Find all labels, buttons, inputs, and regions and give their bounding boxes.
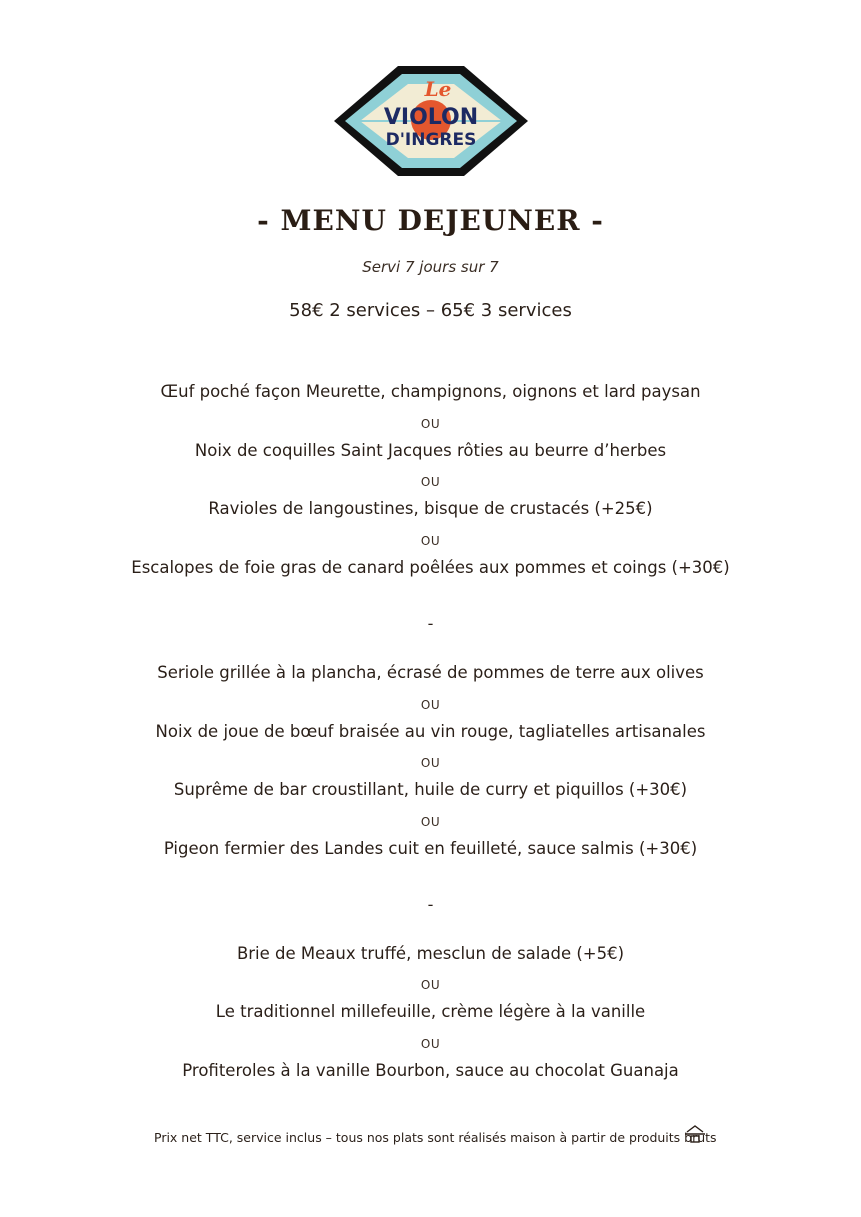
menu-title: - MENU DEJEUNER - [257, 204, 604, 237]
starter-item: Escalopes de foie gras de canard poêlées aux pommes et coings (+30€) [131, 558, 730, 577]
starter-item: Ravioles de langoustines, bisque de crustacés (+25€) [208, 499, 653, 518]
restaurant-logo [328, 62, 534, 180]
main-item: Seriole grillée à la plancha, écrasé de pommes de terre aux olives [157, 663, 704, 682]
svg-text:VIOLON: VIOLON [383, 105, 479, 130]
dessert-item: Brie de Meaux truffé, mesclun de salade (+5€) [236, 944, 625, 963]
svg-text:D'INGRES: D'INGRES [385, 130, 477, 150]
course-separator: - [427, 895, 434, 914]
menu-subtitle: Servi 7 jours sur 7 [362, 258, 499, 276]
starter-item: Œuf poché façon Meurette, champignons, oignons et lard paysan [160, 382, 701, 401]
main-item: Pigeon fermier des Landes cuit en feuilleté, sauce salmis (+30€) [163, 839, 698, 858]
footer-note: Prix net TTC, service inclus – tous nos plats sont réalisés maison à partir de produits bruts [154, 1130, 717, 1145]
or-label: OU [420, 978, 441, 992]
main-item: Noix de joue de bœuf braisée au vin rouge, tagliatelles artisanales [155, 722, 706, 741]
or-label: OU [420, 1037, 441, 1051]
or-label: OU [420, 815, 441, 829]
main-item: Suprême de bar croustillant, huile de curry et piquillos (+30€) [173, 780, 688, 799]
or-label: OU [420, 698, 441, 712]
or-label: OU [420, 534, 441, 548]
svg-text:Le: Le [424, 77, 452, 101]
or-label: OU [420, 417, 441, 431]
or-label: OU [420, 475, 441, 489]
starter-item: Noix de coquilles Saint Jacques rôties au beurre d’herbes [194, 441, 667, 460]
fait-maison-icon [684, 1124, 706, 1144]
course-separator: - [427, 614, 434, 633]
logo-badge-icon [328, 62, 534, 180]
dessert-item: Le traditionnel millefeuille, crème légère à la vanille [215, 1002, 646, 1021]
dessert-item: Profiteroles à la vanille Bourbon, sauce au chocolat Guanaja [182, 1061, 679, 1080]
menu-prices: 58€ 2 services – 65€ 3 services [289, 300, 572, 321]
or-label: OU [420, 756, 441, 770]
